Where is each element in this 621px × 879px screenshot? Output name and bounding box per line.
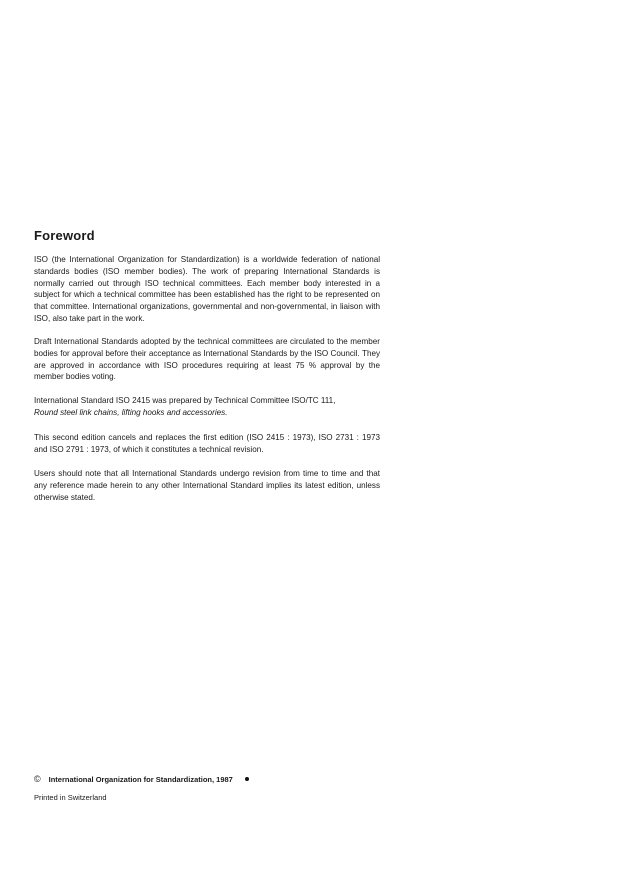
foreword-heading: Foreword xyxy=(34,228,95,243)
foreword-paragraph-edition: This second edition cancels and replaces the first edition (ISO 2415 : 1973), ISO 2731 : 1973 and ISO 2791 : 1973, of which it constitutes a technical revision. xyxy=(34,433,380,454)
foreword-paragraph-iso-description: ISO (the International Organization for Standardization) is a worldwide federation of national standards bodies (ISO member bodies). The work of preparing International Standards is normally carried out through ISO technical committees. Each member body interested in a subject for which a technical committee has been established has the right to be represented on that committee. International organizations, governmental and non-governmental, in liaison with ISO, also take part in the work. xyxy=(34,255,380,323)
bullet-icon xyxy=(245,777,249,781)
copyright-line xyxy=(34,774,249,784)
foreword-paragraph-prepared-by xyxy=(34,395,380,419)
printed-location: Printed in Switzerland xyxy=(34,793,107,802)
copyright-icon: © xyxy=(34,774,41,784)
committee-title: Round steel link chains, lifting hooks and accessories. xyxy=(34,407,228,417)
foreword-paragraph-revision-note: Users should note that all International Standards undergo revision from time to time and that any reference made herein to any other International Standard implies its latest edition, unless otherwise stated. xyxy=(34,469,380,502)
foreword-paragraph-draft-standards: Draft International Standards adopted by the technical committees are circulated to the member bodies for approval before their acceptance as International Standards by the ISO Council. They are approved in accordance with ISO procedures requiring at least 75 % approval by the member bodies voting. xyxy=(34,337,380,382)
copyright-text: International Organization for Standardization, 1987 xyxy=(48,774,233,784)
prepared-by-text: International Standard ISO 2415 was prepared by Technical Committee ISO/TC 111, xyxy=(34,396,336,405)
